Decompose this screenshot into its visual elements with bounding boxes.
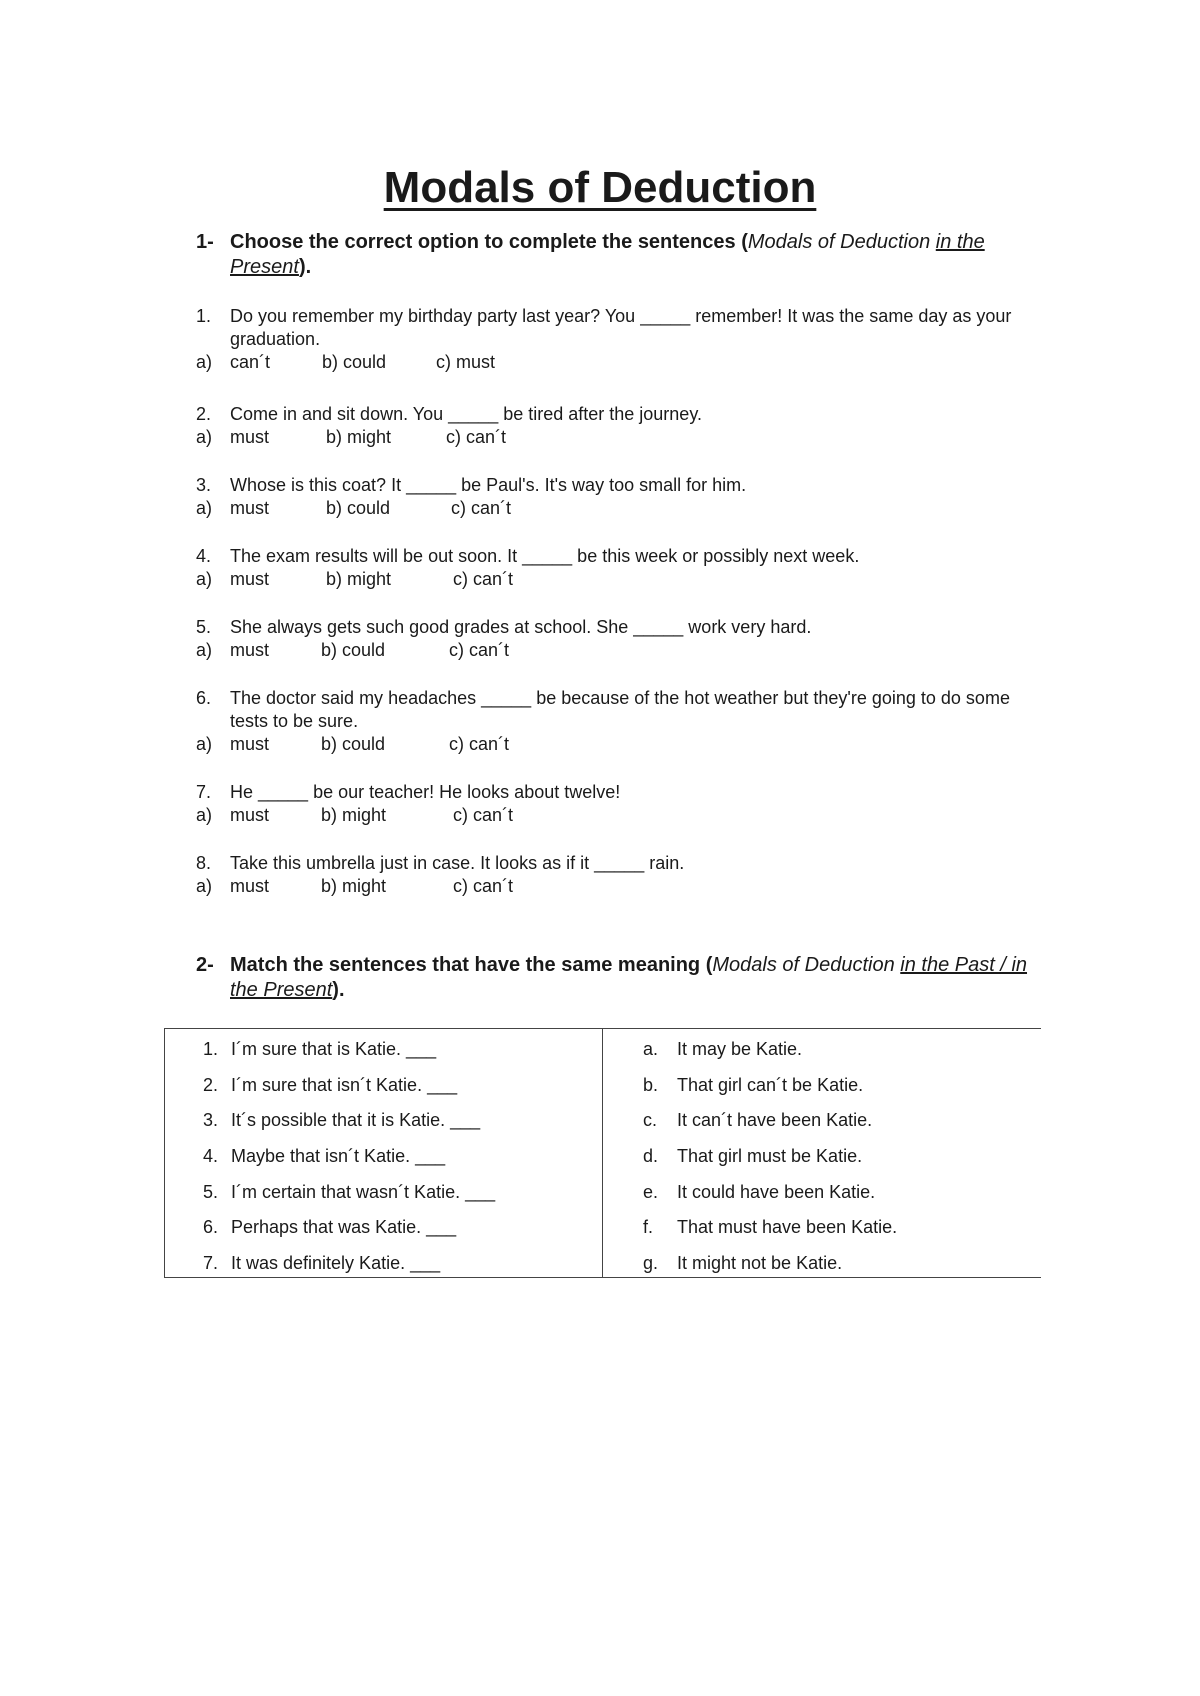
match-left-row (203, 1180, 583, 1216)
match-right-row (643, 1073, 1033, 1109)
option-a[interactable]: must (230, 805, 270, 825)
answer-options (196, 568, 1046, 591)
question-number: 2. (196, 404, 212, 424)
option-a[interactable]: must (230, 640, 270, 660)
row-text: Maybe that isn´t Katie. ___ (231, 1146, 446, 1167)
row-number: 4. (203, 1146, 219, 1167)
match-left-row (203, 1108, 583, 1144)
question-3 (196, 474, 1046, 520)
row-number: 3. (203, 1110, 219, 1131)
row-letter: f. (643, 1217, 654, 1238)
row-number: 5. (203, 1181, 219, 1202)
match-left-row (203, 1251, 583, 1287)
match-left-row (203, 1037, 583, 1073)
row-text: I´m sure that is Katie. ___ (231, 1039, 437, 1059)
match-left-row (203, 1073, 583, 1109)
option-b[interactable]: b) might (326, 569, 392, 589)
option-a-label: a) (196, 569, 213, 589)
question-number: 6. (196, 688, 212, 708)
option-a-label: a) (196, 427, 213, 447)
row-text: It´s possible that it is Katie. ___ (231, 1110, 481, 1131)
match-left-row (203, 1144, 583, 1180)
match-right-row (643, 1037, 1033, 1073)
page-title: Modals of Deduction (383, 163, 817, 212)
section-2-note: Modals of Deduction (712, 954, 901, 976)
row-number: 1. (203, 1039, 219, 1059)
table-divider (602, 1029, 603, 1277)
row-text: It can´t have been Katie. (677, 1110, 873, 1131)
section-1-note-underlined: in the Present (230, 231, 985, 278)
question-number: 1. (196, 306, 212, 326)
option-a[interactable]: must (230, 734, 270, 754)
row-letter: b. (643, 1074, 659, 1095)
row-text: It might not be Katie. (677, 1253, 843, 1274)
question-number: 5. (196, 617, 212, 637)
section-2-instruction: Match the sentences that have the same meaning (230, 954, 701, 976)
answer-options (196, 497, 1046, 520)
question-text: He _____ be our teacher! He looks about twelve! (230, 782, 621, 802)
option-b[interactable]: b) might (321, 805, 387, 825)
match-right-row (643, 1251, 1033, 1287)
row-text: It may be Katie. (677, 1039, 803, 1059)
row-letter: c. (643, 1110, 658, 1131)
question-number: 3. (196, 475, 212, 495)
question-7 (196, 781, 1046, 827)
right-column (643, 1037, 1033, 1287)
row-text: That girl can´t be Katie. (677, 1074, 864, 1095)
question-8 (196, 852, 1046, 898)
question-text: Whose is this coat? It _____ be Paul's. It's way too small for him. (230, 475, 747, 495)
answer-options (196, 733, 1046, 756)
section-2-open-paren: ( (700, 954, 713, 976)
row-letter: g. (643, 1253, 659, 1274)
question-text: Come in and sit down. You _____ be tired after the journey. (230, 404, 702, 424)
row-text: Perhaps that was Katie. ___ (231, 1217, 457, 1238)
question-number: 4. (196, 546, 212, 566)
answer-options (196, 426, 1046, 449)
question-4 (196, 545, 1046, 591)
option-a-label: a) (196, 805, 213, 825)
matching-table (164, 1028, 1041, 1278)
answer-options (196, 639, 1046, 662)
question-text: The doctor said my headaches _____ be because of the hot weather but they're going to do some tests to be sure. (230, 688, 1010, 731)
match-right-row (643, 1215, 1033, 1251)
option-b[interactable]: b) could (321, 640, 386, 660)
option-a[interactable]: must (230, 569, 270, 589)
question-text: The exam results will be out soon. It _____ be this week or possibly next week. (230, 546, 860, 566)
section-1-note: Modals of Deduction (747, 231, 931, 253)
section-1-heading (196, 230, 1046, 280)
question-number: 8. (196, 853, 212, 873)
option-b[interactable]: b) could (322, 352, 387, 372)
option-a[interactable]: must (230, 876, 270, 896)
question-text: She always gets such good grades at school. She _____ work very hard. (230, 617, 812, 637)
row-text: That girl must be Katie. (677, 1146, 863, 1167)
row-number: 7. (203, 1253, 219, 1274)
match-right-row (643, 1144, 1033, 1180)
row-number: 2. (203, 1074, 219, 1095)
question-text: Do you remember my birthday party last year? You _____ remember! It was the same day as your graduation. (230, 306, 1012, 349)
question-2 (196, 403, 1046, 449)
section-2-heading (196, 953, 1046, 1003)
section-2-note-underlined: in the Past / in the Present (230, 954, 1028, 1001)
row-text: It was definitely Katie. ___ (231, 1253, 441, 1274)
match-left-row (203, 1215, 583, 1251)
question-5 (196, 616, 1046, 662)
section-1-open-paren: ( (735, 231, 748, 253)
row-letter: d. (643, 1146, 659, 1167)
row-text: I´m sure that isn´t Katie. ___ (231, 1074, 458, 1095)
option-c[interactable]: c) can´t (451, 498, 512, 518)
question-text: Take this umbrella just in case. It looks as if it _____ rain. (230, 853, 685, 873)
question-1 (196, 305, 1046, 374)
row-text: It could have been Katie. (677, 1181, 876, 1202)
section-2-close-paren: ). (332, 979, 345, 1001)
row-letter: e. (643, 1181, 659, 1202)
row-text: I´m certain that wasn´t Katie. ___ (231, 1181, 496, 1202)
option-c[interactable]: c) must (436, 352, 496, 372)
option-b[interactable]: b) could (321, 734, 386, 754)
option-c[interactable]: c) can´t (453, 876, 514, 896)
answer-options (196, 804, 1046, 827)
answer-options (196, 875, 1046, 898)
question-6 (196, 687, 1046, 756)
option-b[interactable]: b) might (326, 427, 392, 447)
question-number: 7. (196, 782, 212, 802)
option-b[interactable]: b) might (321, 876, 387, 896)
section-1-close-paren: ). (298, 256, 312, 278)
section-1-number: 1- (196, 231, 214, 253)
option-c[interactable]: c) can´t (449, 640, 510, 660)
option-a[interactable]: must (230, 427, 270, 447)
option-a[interactable]: must (230, 498, 270, 518)
option-c[interactable]: c) can´t (449, 734, 510, 754)
section-2-number: 2- (196, 954, 214, 976)
option-c[interactable]: c) can´t (453, 805, 514, 825)
left-column (203, 1037, 583, 1287)
row-text: That must have been Katie. (677, 1217, 898, 1238)
option-c[interactable]: c) can´t (446, 427, 507, 447)
answer-options (196, 351, 1046, 374)
row-letter: a. (643, 1039, 659, 1059)
option-a-label: a) (196, 352, 213, 372)
option-a-label: a) (196, 498, 213, 518)
option-a-label: a) (196, 876, 213, 896)
option-a-label: a) (196, 640, 213, 660)
option-b[interactable]: b) could (326, 498, 391, 518)
match-right-row (643, 1108, 1033, 1144)
option-c[interactable]: c) can´t (453, 569, 514, 589)
option-a-label: a) (196, 734, 213, 754)
row-number: 6. (203, 1217, 219, 1238)
match-right-row (643, 1180, 1033, 1216)
option-a[interactable]: can´t (230, 352, 271, 372)
section-1-instruction: Choose the correct option to complete the sentences (230, 231, 736, 253)
